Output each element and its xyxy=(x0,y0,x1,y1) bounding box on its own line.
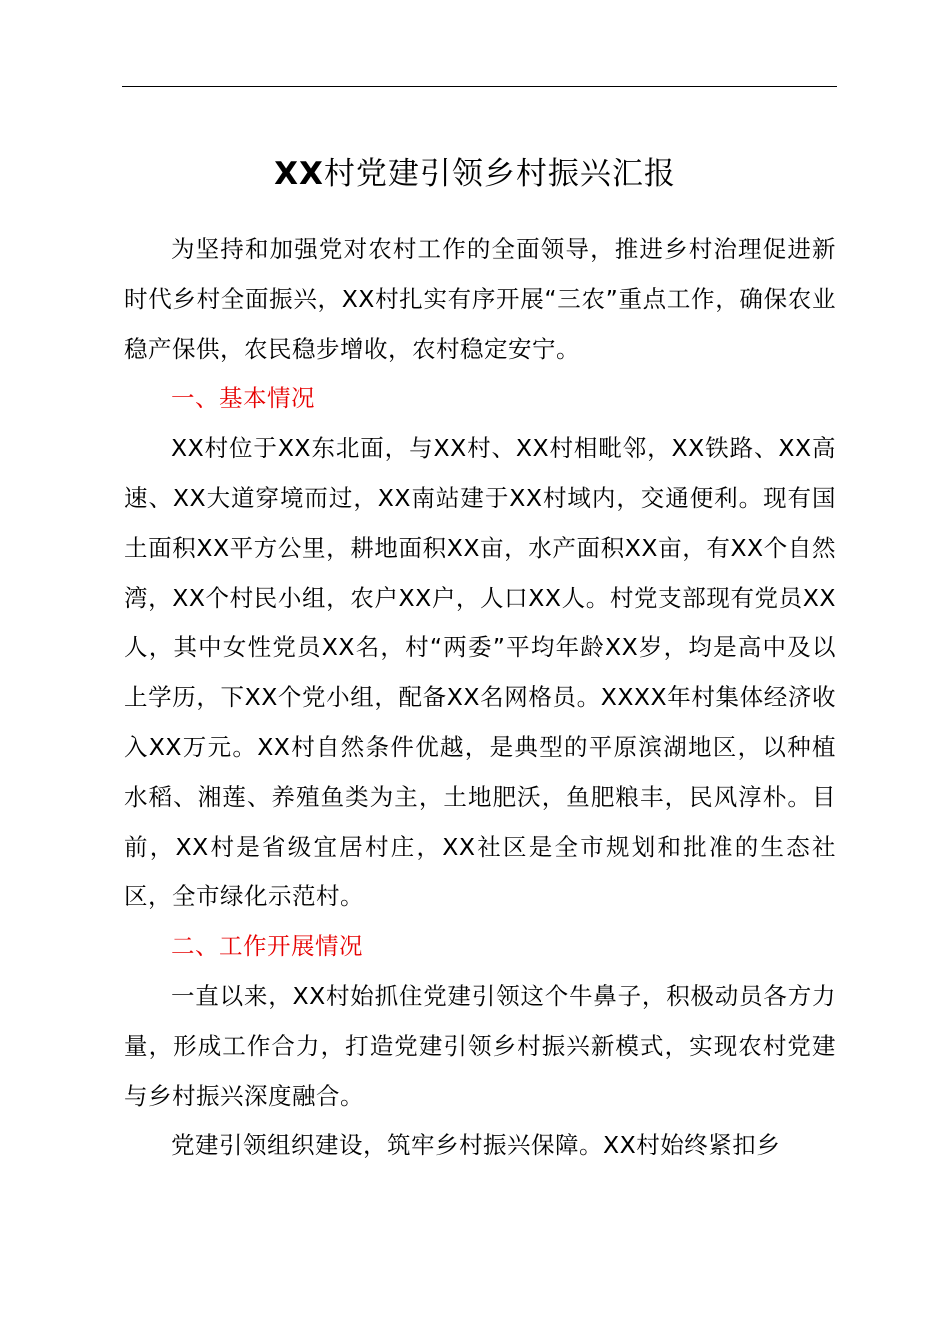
header-rule xyxy=(122,86,837,87)
document-body xyxy=(124,225,836,1171)
page-title xyxy=(0,150,950,198)
section-heading-basic-info: 一、基本情况 xyxy=(171,384,315,413)
work-progress-paragraph: 一直以来，XX村始抓住党建引领这个牛鼻子，积极动员各方力量，形成工作合力，打造党建引领乡村振兴新模式，实现农村党建与乡村振兴深度融合。 xyxy=(124,981,836,1110)
title-text: 村党建引领乡村振兴汇报 xyxy=(323,156,676,192)
organization-paragraph: 党建引领组织建设，筑牢乡村振兴保障。XX村始终紧扣乡 xyxy=(171,1131,781,1160)
basic-info-paragraph: XX村位于XX东北面，与XX村、XX村相毗邻，XX铁路、XX高速、XX大道穿境而过，XX南站建于XX村域内，交通便利。现有国土面积XX平方公里，耕地面积XX亩，水产面积XX亩，有XX个自然湾，XX个村民小组，农户XX户，人口XX人。村党支部现有党员XX人，其中女性党员XX名，村“两委”平均年龄XX岁，均是高中及以上学历，下XX个党小组，配备XX名网格员。XXXX年村集体经济收入XX万元。XX村自然条件优越，是典型的平原滨湖地区，以种植水稻、湘莲、养殖鱼类为主，土地肥沃，鱼肥粮丰，民风淳朴。目前，XX村是省级宜居村庄，XX社区是全市规划和批准的生态社区，全市绿化示范村。 xyxy=(124,434,836,911)
title-prefix: XX xyxy=(274,156,324,192)
section-heading-work-progress: 二、工作开展情况 xyxy=(171,932,363,961)
intro-paragraph: 为坚持和加强党对农村工作的全面领导，推进乡村治理促进新时代乡村全面振兴，XX村扎实有序开展“三农”重点工作，确保农业稳产保供，农民稳步增收，农村稳定安宁。 xyxy=(124,235,836,363)
